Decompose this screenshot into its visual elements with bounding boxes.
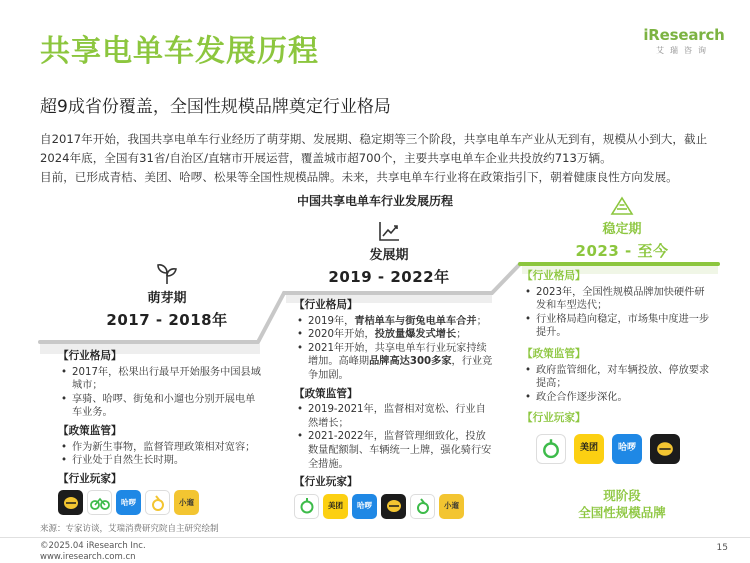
songguo-logo xyxy=(381,494,406,519)
list-item: • 2019-2021年，监督相对宽松、行业自然增长； xyxy=(294,403,494,430)
section-heading: 【政策监管】 xyxy=(522,347,586,360)
intro-paragraph: 自2017年开始，我国共享电单车行业经历了萌芽期、发展期、稳定期等三个阶段，共享电单车产业从无到有，规模从小到大，截止2024年底，全国有31省/自治区/直辖市开展运营，覆盖城市超700个，主要共享电单车企业共投放约713万辆。 xyxy=(40,132,708,165)
meituan-logo: 美团 xyxy=(574,434,604,464)
list-item: • 2023年，全国性规模品牌加快硬件研发和车型迭代； xyxy=(522,286,712,313)
section-heading: 【行业玩家】 xyxy=(58,472,122,485)
website-text: www.iresearch.com.cn xyxy=(40,552,136,562)
section-heading: 【行业玩家】 xyxy=(294,476,358,489)
logo-wordmark: iResearch xyxy=(643,26,725,44)
section-heading: 【行业玩家】 xyxy=(522,412,586,425)
list-item: • 2021-2022年，监督管理细致化，投放数量配额制、车辆统一上牌，强化骑行安全措施。 xyxy=(294,430,494,471)
intro-paragraph: 目前，已形成青桔、美团、哈啰、松果等全国性规模品牌。未来，共享电单车行业将在政策指引下，朝着健康良性方向发展。 xyxy=(40,170,678,184)
triangle-icon xyxy=(610,196,634,216)
current-stage-callout xyxy=(522,487,722,521)
bullet-list xyxy=(294,403,494,471)
page-subtitle: 超9成省份覆盖，全国性规模品牌奠定行业格局 xyxy=(40,97,391,117)
list-item: • 行业格局趋向稳定，市场集中度进一步提升。 xyxy=(522,313,712,340)
list-item: • 作为新生事物，监督管理政策相对宽容； xyxy=(58,441,263,455)
page-number: 15 xyxy=(716,543,728,553)
xiaoliu-logo: 小遛 xyxy=(174,490,199,515)
xiangqi-logo xyxy=(87,490,112,515)
hellobike-logo: 哈啰 xyxy=(352,494,377,519)
bullet-list xyxy=(58,441,263,468)
section-heading: 【行业格局】 xyxy=(522,270,586,282)
list-item: • 2021年开始，共享电单车行业玩家持续增加。高峰期品牌高达300多家，行业竞争加剧。 xyxy=(294,342,494,383)
bullet-list xyxy=(522,364,712,405)
xiaoliu-logo: 小遛 xyxy=(439,494,464,519)
list-item: • 2019年，青桔单车与街兔电单车合并； xyxy=(294,315,494,329)
section-heading: 【政策监管】 xyxy=(294,387,358,400)
stage-3-details xyxy=(522,268,712,464)
footer-copyright xyxy=(40,541,146,563)
stage-name: 发展期 xyxy=(369,248,409,263)
list-item: • 享骑、哈啰、街兔和小遛也分别开展电单车业务。 xyxy=(58,393,263,420)
logo-subtitle: 艾瑞咨询 xyxy=(656,46,712,55)
brand-logos xyxy=(58,490,263,515)
growth-chart-icon xyxy=(377,220,401,242)
stage-years: 2019 - 2022年 xyxy=(328,268,450,286)
stage-2-details xyxy=(294,297,494,519)
footer-divider xyxy=(0,537,750,538)
hellobike-logo: 哈啰 xyxy=(612,434,642,464)
stage-years: 2023 - 至今 xyxy=(575,242,669,260)
stage-name: 萌芽期 xyxy=(147,291,187,306)
qingju-logo xyxy=(294,494,319,519)
stage-name: 稳定期 xyxy=(602,222,642,237)
list-item: • 2017年，松果出行最早开始服务中国县域城市； xyxy=(58,366,263,393)
stage-stable xyxy=(552,196,692,261)
current-stage-text: 全国性规模品牌 xyxy=(578,505,666,520)
source-note: 来源：专家访谈，艾瑞消费研究院自主研究绘制 xyxy=(40,524,219,534)
bullet-list xyxy=(294,315,494,383)
bullet-list xyxy=(522,286,712,340)
current-stage-label: 现阶段 xyxy=(603,488,641,503)
list-item: • 2020年开始，投放量爆发式增长； xyxy=(294,328,494,342)
meituan-logo: 美团 xyxy=(323,494,348,519)
section-heading: 【行业格局】 xyxy=(58,350,122,362)
stage-sprout xyxy=(102,261,232,330)
sprout-icon xyxy=(156,261,178,285)
section-heading: 【行业格局】 xyxy=(294,299,358,311)
chart-title: 中国共享电单车行业发展历程 xyxy=(296,194,453,208)
copyright-text: ©2025.04 iResearch Inc. xyxy=(40,541,146,551)
songguo-logo xyxy=(58,490,83,515)
section-heading: 【政策监管】 xyxy=(58,424,122,437)
list-item: • 政府监管细化，对车辆投放、停放要求提高； xyxy=(522,364,712,391)
brand-logos xyxy=(522,434,712,464)
qingju-logo xyxy=(536,434,566,464)
stage-years: 2017 - 2018年 xyxy=(106,311,228,329)
jietu-logo xyxy=(410,494,435,519)
page-title: 共享电单车发展历程 xyxy=(40,34,319,69)
brand-logos xyxy=(294,494,494,519)
list-item: • 政企合作逐步深化。 xyxy=(522,391,712,405)
stage-development xyxy=(324,220,454,287)
list-item: • 行业处于自然生长时期。 xyxy=(58,454,263,468)
bullet-list xyxy=(58,366,263,420)
stage-1-details xyxy=(58,345,263,515)
jietu-logo xyxy=(145,490,170,515)
hellobike-logo: 哈啰 xyxy=(116,490,141,515)
songguo-logo xyxy=(650,434,680,464)
